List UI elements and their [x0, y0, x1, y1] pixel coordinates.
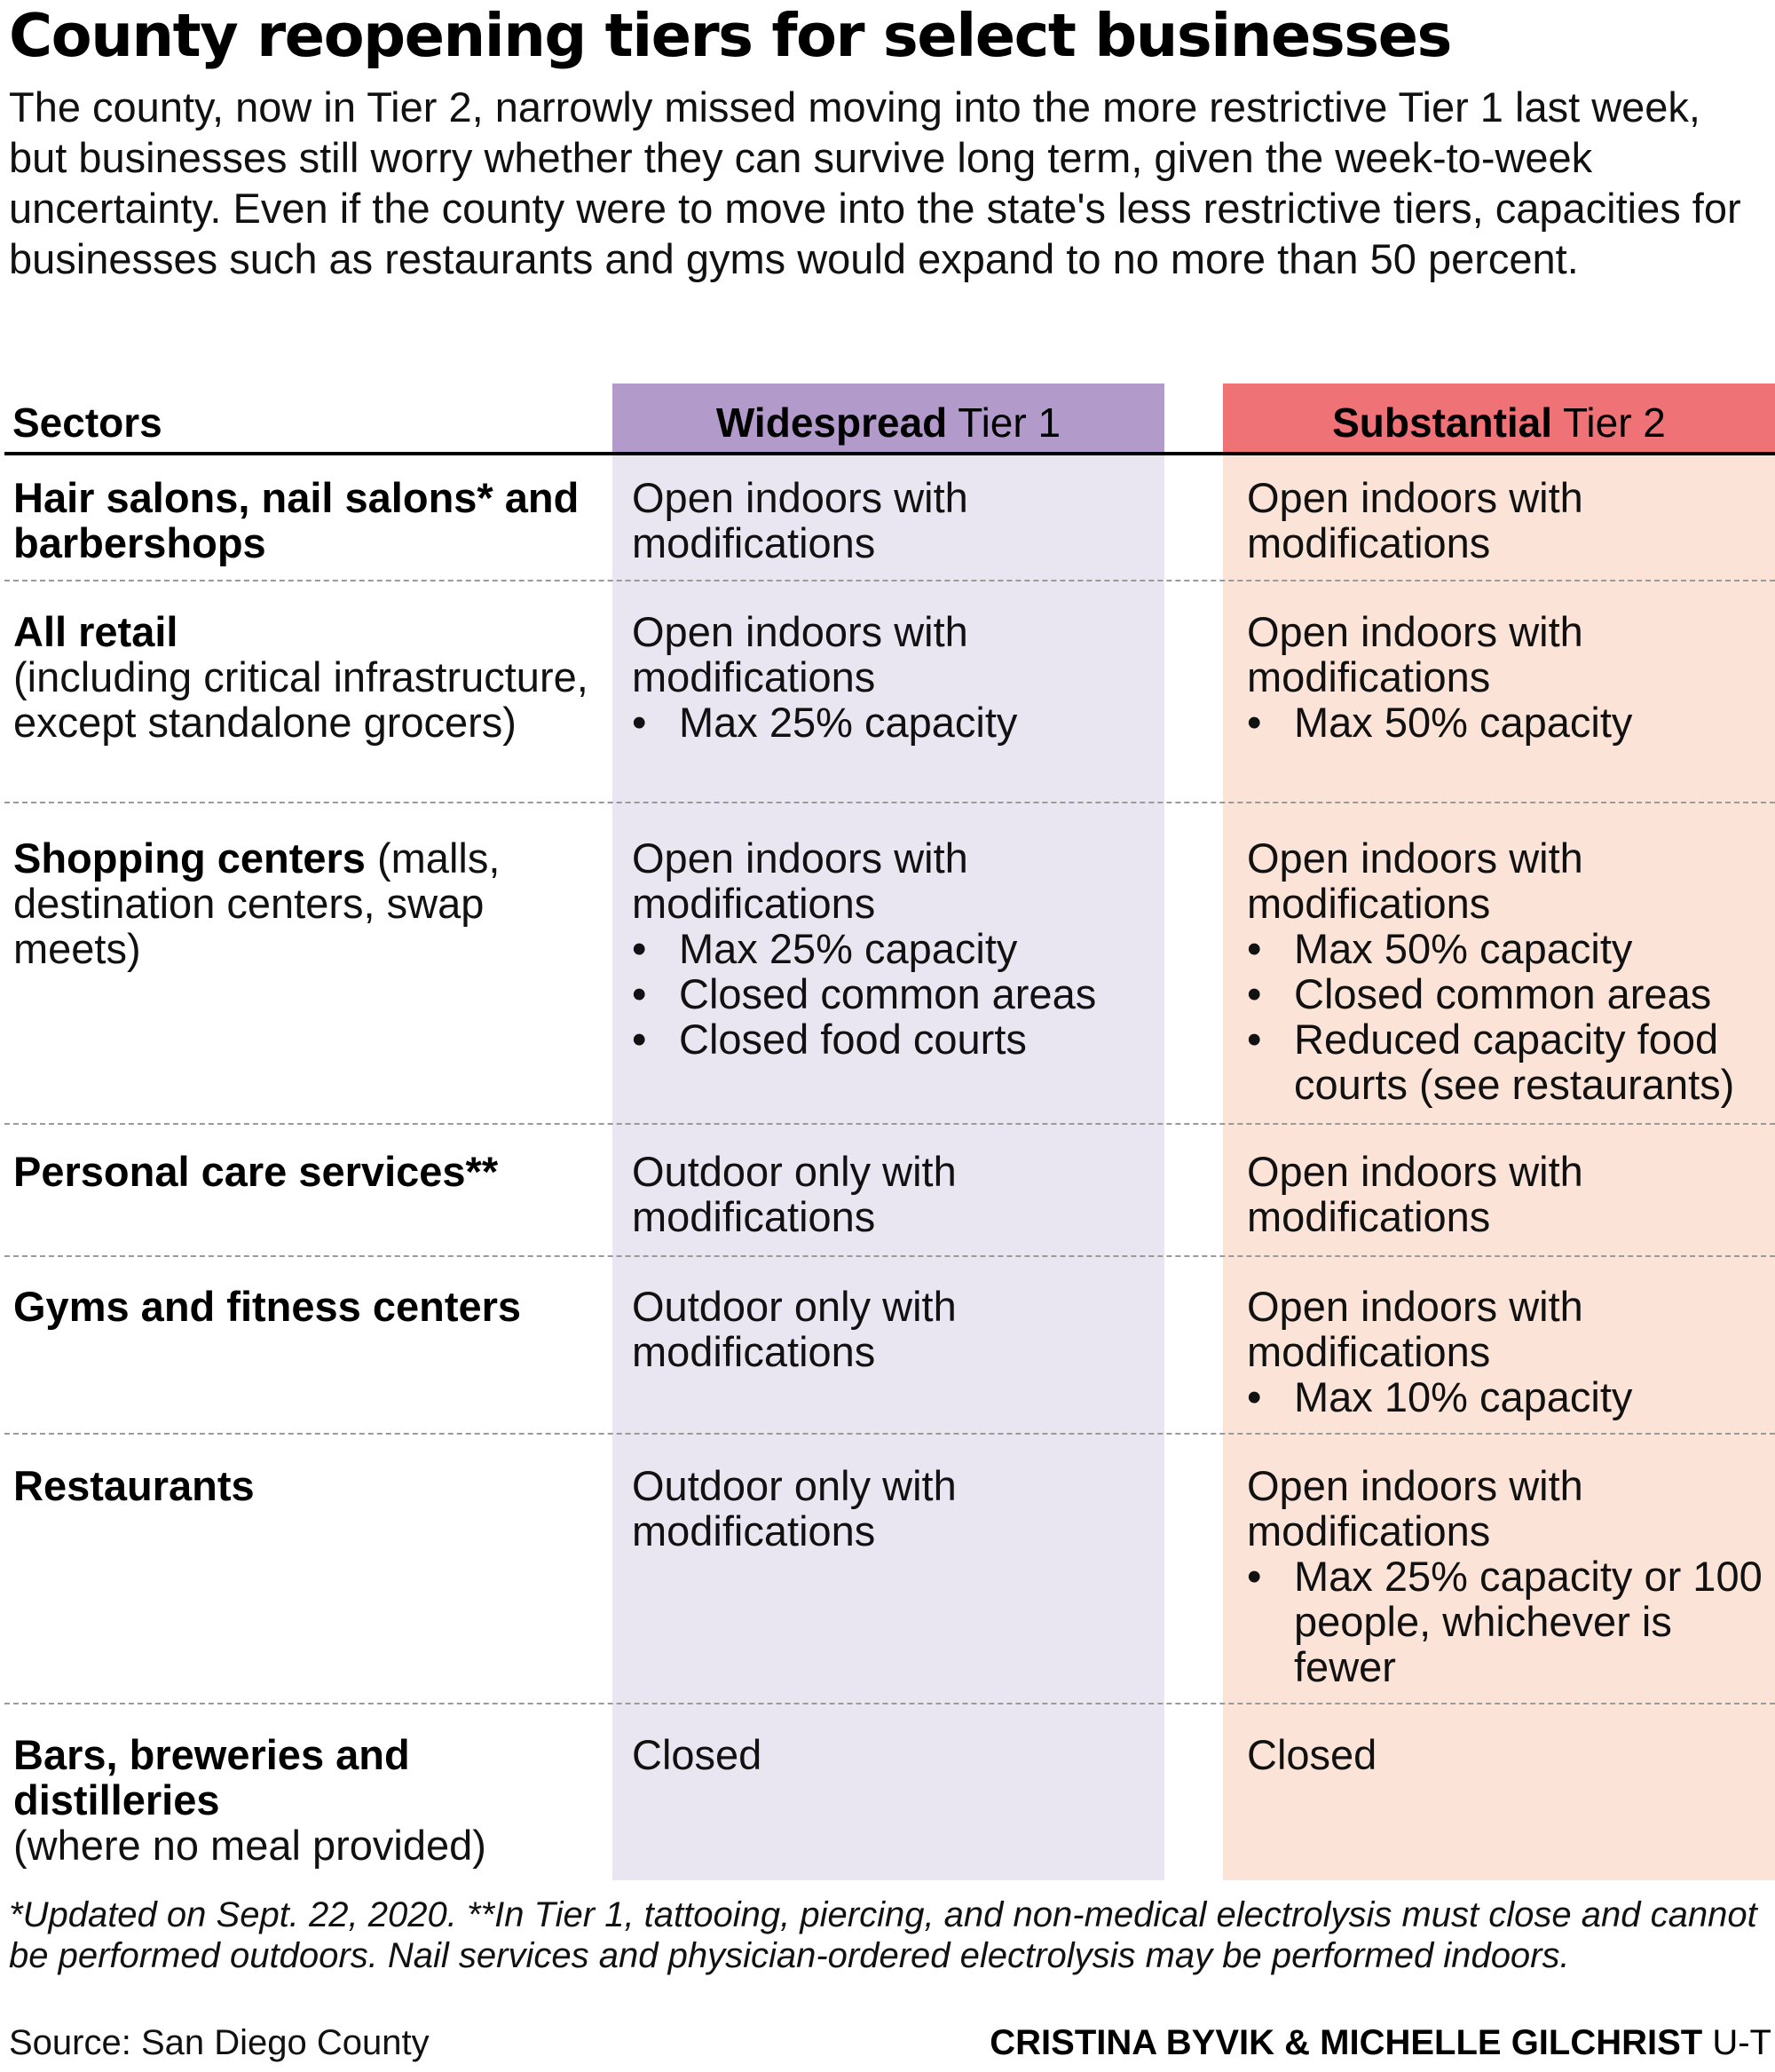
- tier2-status: Open indoors with modifications: [1247, 1148, 1583, 1240]
- row-divider: [4, 580, 1775, 581]
- tier1-conditions: [632, 926, 1164, 1062]
- sector-name: Restaurants: [13, 1462, 255, 1509]
- tier1-status: Closed: [632, 1731, 762, 1778]
- condition-item: • Max 25% capacity or 100 people, whichever is fewer: [1247, 1554, 1775, 1689]
- intro-text: The county, now in Tier 2, narrowly missed moving into the more restrictive Tier 1 last week, but businesses still worry whether they can survive long term, given the week-to-week uncertainty. Even if the county were to move into the state's less restrictive tiers, capacities for businesses such as restaurants and gyms would expand to no more than 50 percent.: [9, 83, 1741, 282]
- tier2-header-name: Substantial: [1332, 399, 1553, 446]
- tier2-header: [1223, 384, 1775, 453]
- sector-name: Gyms and fitness centers: [13, 1283, 522, 1330]
- tier1-cell: [632, 1732, 1164, 1777]
- tier2-conditions: [1247, 926, 1775, 1107]
- tier1-cell: [632, 475, 1164, 565]
- tier2-conditions: [1247, 1374, 1775, 1420]
- sector-name: Bars, breweries and distilleries: [13, 1731, 410, 1823]
- condition-item: • Closed food courts: [632, 1016, 1164, 1062]
- tier1-header: [612, 384, 1164, 453]
- footnote: *Updated on Sept. 22, 2020. **In Tier 1, tattooing, piercing, and non-medical electrolysis must close and cannot be performed outdoors. Nail services and physician-ordered electrolysis may be performed indoors.: [9, 1895, 1757, 1975]
- sectors-header: Sectors: [12, 399, 162, 446]
- tier1-cell: [632, 1463, 1164, 1554]
- tier2-cell: [1247, 835, 1775, 1107]
- byline-outlet: U-T: [1702, 2023, 1771, 2062]
- tier2-header-label: Tier 2: [1552, 399, 1666, 446]
- tier2-conditions: [1247, 700, 1775, 745]
- condition-item: • Max 10% capacity: [1247, 1374, 1775, 1420]
- sector-name: All retail: [13, 608, 178, 655]
- tier1-header-name: Widespread: [715, 399, 948, 446]
- tier2-cell: [1247, 609, 1775, 745]
- sector-name: Shopping centers: [13, 834, 366, 882]
- tier1-cell: [632, 1284, 1164, 1374]
- byline-names: CRISTINA BYVIK & MICHELLE GILCHRIST: [990, 2023, 1703, 2062]
- header-rule: [4, 452, 1775, 455]
- tier2-cell: [1247, 1732, 1775, 1777]
- tier1-status: Open indoors with modifications: [632, 608, 968, 700]
- condition-item: • Max 25% capacity: [632, 700, 1164, 745]
- condition-item: • Max 50% capacity: [1247, 926, 1775, 971]
- row-divider: [4, 1255, 1775, 1257]
- tier2-status: Open indoors with modifications: [1247, 834, 1583, 927]
- condition-item: • Max 25% capacity: [632, 926, 1164, 971]
- tier1-status: Outdoor only with modifications: [632, 1462, 957, 1554]
- row-divider: [4, 1433, 1775, 1435]
- tier1-conditions: [632, 700, 1164, 745]
- tier2-status: Open indoors with modifications: [1247, 1462, 1583, 1554]
- condition-item: • Closed common areas: [632, 971, 1164, 1016]
- tier2-status: Open indoors with modifications: [1247, 608, 1583, 700]
- sector-cell: [13, 835, 599, 971]
- sector-name: Personal care services**: [13, 1148, 499, 1195]
- tier1-status: Outdoor only with modifications: [632, 1148, 957, 1240]
- sector-note: (including critical infrastructure, except standalone grocers): [13, 653, 588, 746]
- tier1-cell: [632, 609, 1164, 745]
- sector-cell: [13, 1149, 599, 1194]
- tier2-cell: [1247, 1463, 1775, 1689]
- sector-note: (where no meal provided): [13, 1822, 486, 1869]
- sector-cell: [13, 1732, 599, 1868]
- tier1-status: Open indoors with modifications: [632, 834, 968, 927]
- tier2-conditions: [1247, 1554, 1775, 1689]
- sector-cell: [13, 609, 599, 745]
- tier1-status: Outdoor only with modifications: [632, 1283, 957, 1375]
- tier1-header-label: Tier 1: [947, 399, 1061, 446]
- condition-item: • Max 50% capacity: [1247, 700, 1775, 745]
- page-title: County reopening tiers for select businesses: [9, 1, 1451, 70]
- condition-item: • Reduced capacity food courts (see restaurants): [1247, 1016, 1775, 1107]
- sector-cell: [13, 475, 599, 565]
- tier2-status: Open indoors with modifications: [1247, 474, 1583, 566]
- row-divider: [4, 802, 1775, 803]
- sector-name: Hair salons, nail salons* and barbershops: [13, 474, 580, 566]
- source-credit: Source: San Diego County: [9, 2023, 430, 2062]
- tier1-status: Open indoors with modifications: [632, 474, 968, 566]
- row-divider: [4, 1123, 1775, 1125]
- tier1-cell: [632, 835, 1164, 1062]
- condition-item: • Closed common areas: [1247, 971, 1775, 1016]
- tier2-status: Closed: [1247, 1731, 1377, 1778]
- tier2-cell: [1247, 1149, 1775, 1239]
- tier1-cell: [632, 1149, 1164, 1239]
- tier2-cell: [1247, 1284, 1775, 1420]
- row-divider: [4, 1703, 1775, 1704]
- tier2-status: Open indoors with modifications: [1247, 1283, 1583, 1375]
- sector-cell: [13, 1463, 599, 1508]
- sector-cell: [13, 1284, 599, 1329]
- byline: [990, 2021, 1771, 2065]
- sector-note: (malls, destination centers, swap meets): [13, 834, 501, 972]
- tier2-cell: [1247, 475, 1775, 565]
